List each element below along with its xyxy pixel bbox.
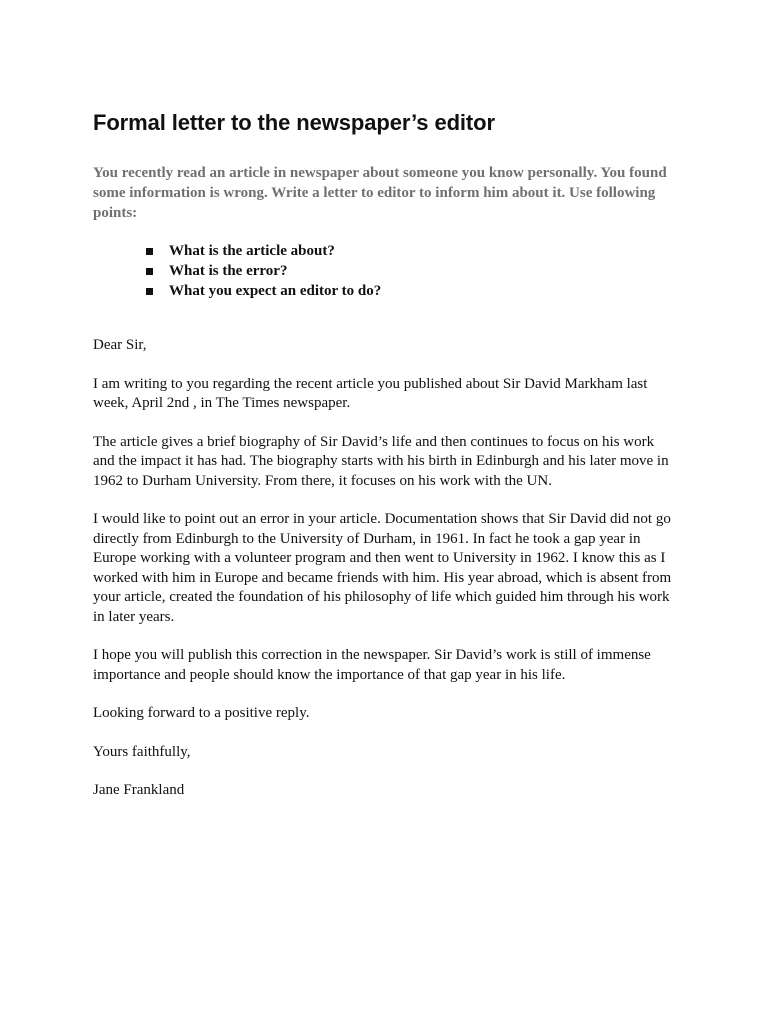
letter-paragraph: The article gives a brief biography of Sir David’s life and then continues to focus on his work and the impact it has had. The biography starts with his birth in Edinburgh and his later move in 1962 to Durham University. From there, it focuses on his work with the UN. xyxy=(93,433,669,489)
letter-body xyxy=(93,336,678,820)
letter-paragraph: Looking forward to a positive reply. xyxy=(93,705,310,721)
letter-paragraph: I hope you will publish this correction in the newspaper. Sir David’s work is still of immense importance and people should know the importance of that gap year in his life. xyxy=(93,647,651,683)
task-point: What you expect an editor to do? xyxy=(145,281,381,301)
document-title: Formal letter to the newspaper’s editor xyxy=(93,110,495,135)
task-point: What is the article about? xyxy=(145,241,381,261)
letter-closing: Yours faithfully, xyxy=(93,743,191,760)
task-prompt: You recently read an article in newspaper about someone you know personally. You found some information is wrong. Write a letter to editor to inform him about it. Use following points: xyxy=(93,165,667,221)
letter-paragraph: I am writing to you regarding the recent article you published about Sir David Markham last week, April 2nd , in The Times newspaper. xyxy=(93,375,648,411)
letter-salutation: Dear Sir, xyxy=(93,337,147,353)
task-points-list xyxy=(145,241,381,301)
task-point: What is the error? xyxy=(145,261,381,281)
letter-paragraph: I would like to point out an error in your article. Documentation shows that Sir David did not go directly from Edinburgh to the University of Durham, in 1961. In fact he took a gap year in Europe working with a volunteer program and then went to University in 1962. I know this as I worked with him in Europe and became friends with him. His year abroad, which is absent from your article, created the foundation of his philosophy of life which guided him through his work in later years. xyxy=(93,511,672,625)
letter-signature: Jane Frankland xyxy=(93,782,185,798)
